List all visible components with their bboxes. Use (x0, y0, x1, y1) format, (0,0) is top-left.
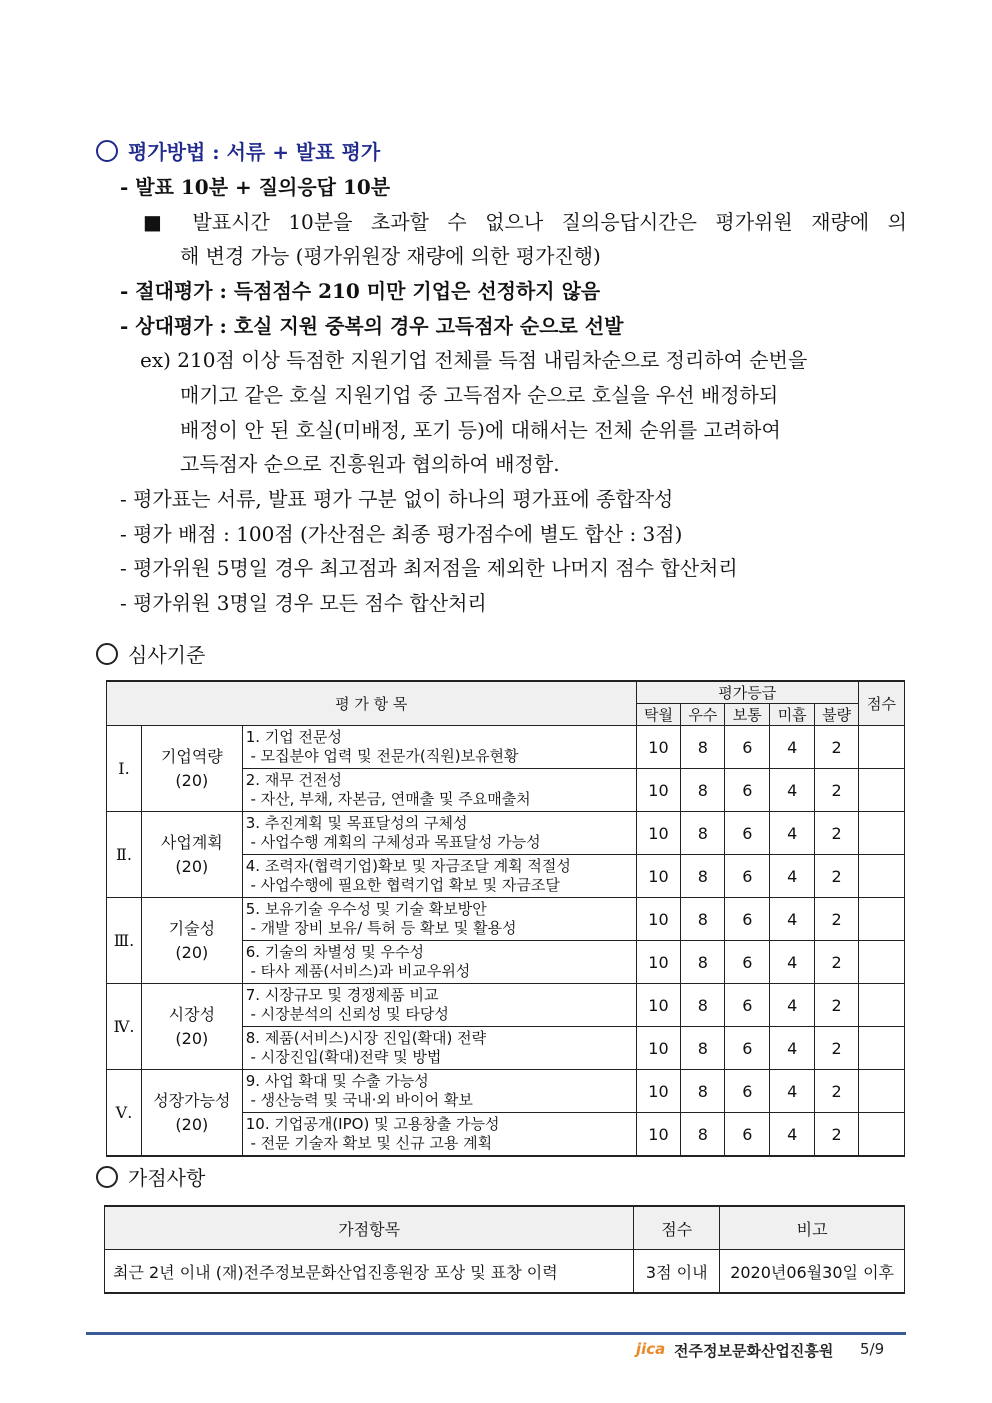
criteria-item-title: 7. 시장규모 및 경쟁제품 비교 (245, 986, 439, 1004)
criteria-item-detail: - 생산능력 및 국내·외 바이어 확보 (245, 1091, 473, 1109)
grade-score-cell: 4 (770, 769, 815, 812)
grade-score-cell: 6 (725, 1113, 770, 1157)
category-cell (141, 984, 242, 1070)
method-heading: 평가방법 : 서류 + 발표 평가 (96, 137, 380, 167)
grade-score-cell: 4 (770, 812, 815, 855)
category-name: 성장가능성 (153, 1090, 231, 1110)
header-grade-good: 우수 (681, 704, 725, 726)
bonus-header-score: 점수 (634, 1206, 720, 1250)
grade-score-cell: 10 (636, 1027, 681, 1070)
grade-score-cell: 4 (770, 726, 815, 769)
criteria-item (242, 726, 636, 769)
grade-score-cell: 6 (725, 855, 770, 898)
grade-score-cell: 8 (681, 1070, 725, 1113)
criteria-item (242, 1027, 636, 1070)
category-number: Ⅴ. (107, 1070, 142, 1157)
grade-score-cell: 2 (815, 1113, 859, 1157)
header-grade-bad: 불량 (815, 704, 859, 726)
method-line-10: - 평가표는 서류, 발표 평가 구분 없이 하나의 평가표에 종합작성 (120, 487, 674, 511)
criteria-item-detail: - 시장진입(확대)전략 및 방법 (245, 1048, 442, 1066)
score-input-cell[interactable] (859, 984, 905, 1027)
grade-score-cell: 8 (681, 984, 725, 1027)
score-input-cell[interactable] (859, 941, 905, 984)
grade-score-cell: 2 (815, 1027, 859, 1070)
grade-score-cell: 10 (636, 726, 681, 769)
category-number: Ⅳ. (107, 984, 142, 1070)
grade-score-cell: 2 (815, 812, 859, 855)
circle-bullet-icon (96, 1166, 118, 1188)
table-row (107, 984, 905, 1027)
grade-score-cell: 10 (636, 898, 681, 941)
method-line-4: - 절대평가 : 득점점수 210 미만 기업은 선정하지 않음 (120, 279, 601, 303)
grade-score-cell: 2 (815, 898, 859, 941)
grade-score-cell: 2 (815, 769, 859, 812)
method-line-5: - 상대평가 : 호실 지원 중복의 경우 고득점자 순으로 선발 (120, 314, 624, 338)
criteria-item-detail: - 모집분야 업력 및 전문가(직원)보유현황 (245, 747, 519, 765)
footer-divider (86, 1332, 906, 1335)
grade-score-cell: 10 (636, 1070, 681, 1113)
header-grade-excellent: 탁월 (636, 704, 681, 726)
grade-score-cell: 10 (636, 769, 681, 812)
header-item: 평 가 항 목 (107, 681, 637, 726)
score-input-cell[interactable] (859, 1027, 905, 1070)
category-number: Ⅰ. (107, 726, 142, 812)
score-input-cell[interactable] (859, 769, 905, 812)
footer-logo: jica (636, 1340, 666, 1358)
method-line-8: 배정이 안 된 호실(미배정, 포기 등)에 대해서는 전체 순위를 고려하여 (180, 418, 781, 442)
bonus-table (104, 1205, 905, 1294)
category-cell (141, 1070, 242, 1157)
grade-score-cell: 6 (725, 984, 770, 1027)
grade-score-cell: 2 (815, 855, 859, 898)
criteria-item-detail: - 전문 기술자 확보 및 신규 고용 계획 (245, 1134, 493, 1152)
criteria-item-title: 3. 추진계획 및 목표달성의 구체성 (245, 814, 468, 832)
category-name: 기술성 (168, 918, 216, 938)
footer-page: 5/9 (860, 1340, 885, 1358)
criteria-item (242, 812, 636, 855)
grade-score-cell: 8 (681, 941, 725, 984)
criteria-item (242, 941, 636, 984)
category-name: 사업계획 (160, 832, 223, 852)
grade-score-cell: 10 (636, 812, 681, 855)
method-line-1: - 발표 10분 + 질의응답 10분 (120, 175, 391, 199)
grade-score-cell: 6 (725, 898, 770, 941)
criteria-item-title: 10. 기업공개(IPO) 및 고용창출 가능성 (245, 1115, 500, 1133)
category-points: (20) (175, 770, 209, 790)
table-row (107, 812, 905, 855)
criteria-item (242, 855, 636, 898)
criteria-item (242, 769, 636, 812)
score-input-cell[interactable] (859, 1070, 905, 1113)
bonus-header-note: 비고 (720, 1206, 905, 1250)
bonus-heading: 가점사항 (96, 1163, 205, 1193)
category-cell (141, 726, 242, 812)
grade-score-cell: 2 (815, 1070, 859, 1113)
header-score: 점수 (859, 681, 905, 726)
header-grade: 평가등급 (636, 681, 859, 704)
grade-score-cell: 8 (681, 898, 725, 941)
method-line-13: - 평가위원 3명일 경우 모든 점수 합산처리 (120, 591, 487, 615)
method-line-11: - 평가 배점 : 100점 (가산점은 최종 평가점수에 별도 합산 : 3점) (120, 522, 683, 546)
method-line-3: 해 변경 가능 (평가위원장 재량에 의한 평가진행) (180, 244, 601, 268)
bonus-item: 최근 2년 이내 (재)전주정보문화산업진흥원장 포상 및 표창 이력 (105, 1250, 634, 1294)
header-grade-poor: 미흡 (770, 704, 815, 726)
method-line-12: - 평가위원 5명일 경우 최고점과 최저점을 제외한 나머지 점수 합산처리 (120, 556, 738, 580)
bonus-score: 3점 이내 (634, 1250, 720, 1294)
score-input-cell[interactable] (859, 1113, 905, 1157)
circle-bullet-icon (96, 643, 118, 665)
grade-score-cell: 4 (770, 1027, 815, 1070)
grade-score-cell: 4 (770, 984, 815, 1027)
criteria-item-detail: - 시장분석의 신뢰성 및 타당성 (245, 1005, 449, 1023)
category-number: Ⅱ. (107, 812, 142, 898)
method-line-7: 매기고 같은 호실 지원기업 중 고득점자 순으로 호실을 우선 배정하되 (180, 383, 779, 407)
criteria-item-title: 9. 사업 확대 및 수출 가능성 (245, 1072, 429, 1090)
criteria-item-detail: - 사업수행에 필요한 협력기업 확보 및 자금조달 (245, 876, 560, 894)
bonus-header-item: 가점항목 (105, 1206, 634, 1250)
grade-score-cell: 10 (636, 855, 681, 898)
criteria-item-title: 2. 재무 건전성 (245, 771, 343, 789)
grade-score-cell: 4 (770, 898, 815, 941)
category-name: 기업역량 (160, 746, 223, 766)
criteria-item (242, 1070, 636, 1113)
grade-score-cell: 6 (725, 726, 770, 769)
circle-bullet-icon (96, 140, 118, 162)
category-cell (141, 898, 242, 984)
grade-score-cell: 4 (770, 855, 815, 898)
score-input-cell[interactable] (859, 812, 905, 855)
grade-score-cell: 10 (636, 941, 681, 984)
criteria-table (106, 680, 905, 1157)
method-line-6: ex) 210점 이상 득점한 지원기업 전체를 득점 내림차순으로 정리하여 순번을 (140, 348, 808, 372)
score-input-cell[interactable] (859, 855, 905, 898)
grade-score-cell: 4 (770, 941, 815, 984)
criteria-item-title: 8. 제품(서비스)시장 진입(확대) 전략 (245, 1029, 487, 1047)
method-line-9: 고득점자 순으로 진흥원과 협의하여 배정함. (180, 452, 560, 476)
grade-score-cell: 4 (770, 1070, 815, 1113)
table-row (107, 1070, 905, 1113)
criteria-item-detail: - 타사 제품(서비스)과 비교우위성 (245, 962, 471, 980)
table-row (107, 726, 905, 769)
criteria-item-title: 5. 보유기술 우수성 및 기술 확보방안 (245, 900, 487, 918)
criteria-item-title: 4. 조력자(협력기업)확보 및 자금조달 계획 적절성 (245, 857, 571, 875)
grade-score-cell: 2 (815, 941, 859, 984)
grade-score-cell: 6 (725, 941, 770, 984)
grade-score-cell: 6 (725, 1070, 770, 1113)
criteria-item-detail: - 자산, 부채, 자본금, 연매출 및 주요매출처 (245, 790, 531, 808)
grade-score-cell: 6 (725, 812, 770, 855)
grade-score-cell: 8 (681, 769, 725, 812)
criteria-item-detail: - 사업수행 계획의 구체성과 목표달성 가능성 (245, 833, 541, 851)
grade-score-cell: 8 (681, 812, 725, 855)
category-number: Ⅲ. (107, 898, 142, 984)
grade-score-cell: 8 (681, 726, 725, 769)
criteria-item (242, 1113, 636, 1157)
method-line-2: ■ 발표시간 10분을 초과할 수 없으나 질의응답시간은 평가위원 재량에 의 (143, 210, 907, 234)
grade-score-cell: 10 (636, 1113, 681, 1157)
grade-score-cell: 8 (681, 1113, 725, 1157)
category-name: 시장성 (168, 1004, 216, 1024)
grade-score-cell: 8 (681, 855, 725, 898)
criteria-item (242, 984, 636, 1027)
score-input-cell[interactable] (859, 726, 905, 769)
footer-org: 전주정보문화산업진흥원 (674, 1342, 834, 1360)
grade-score-cell: 2 (815, 984, 859, 1027)
criteria-item-title: 1. 기업 전문성 (245, 728, 343, 746)
category-points: (20) (175, 1114, 209, 1134)
category-points: (20) (175, 942, 209, 962)
bonus-note: 2020년06월30일 이후 (720, 1250, 905, 1294)
header-grade-average: 보통 (725, 704, 770, 726)
category-points: (20) (175, 1028, 209, 1048)
grade-score-cell: 8 (681, 1027, 725, 1070)
criteria-item-detail: - 개발 장비 보유/ 특허 등 확보 및 활용성 (245, 919, 517, 937)
category-points: (20) (175, 856, 209, 876)
grade-score-cell: 10 (636, 984, 681, 1027)
criteria-heading: 심사기준 (96, 640, 205, 670)
criteria-item-title: 6. 기술의 차별성 및 우수성 (245, 943, 425, 961)
grade-score-cell: 2 (815, 726, 859, 769)
table-row (107, 898, 905, 941)
category-cell (141, 812, 242, 898)
grade-score-cell: 6 (725, 1027, 770, 1070)
criteria-item (242, 898, 636, 941)
grade-score-cell: 4 (770, 1113, 815, 1157)
grade-score-cell: 6 (725, 769, 770, 812)
score-input-cell[interactable] (859, 898, 905, 941)
